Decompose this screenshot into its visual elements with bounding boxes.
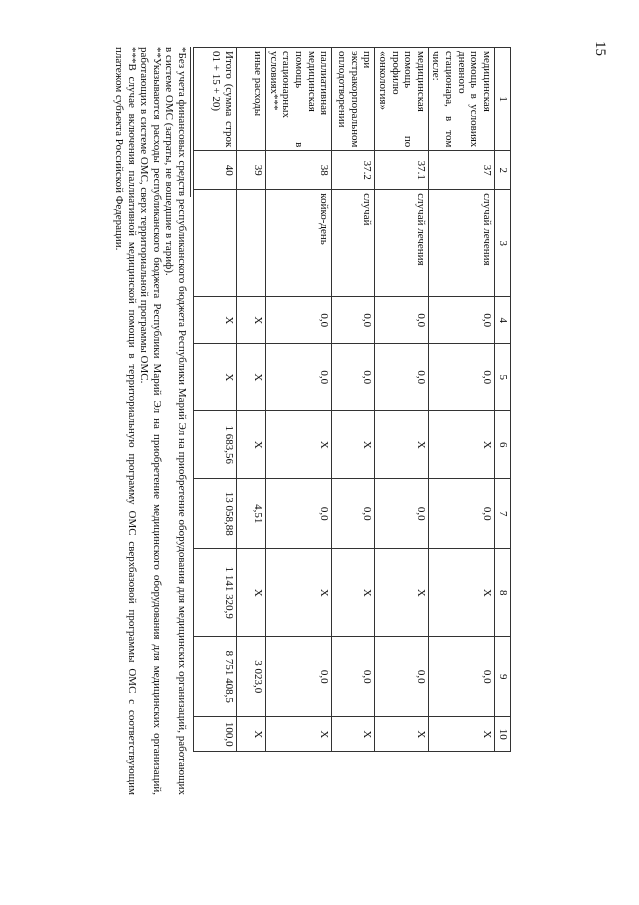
cell-col8: X: [428, 549, 494, 637]
cell-col4: X: [194, 297, 237, 344]
row-name: паллиативная медицинская помощь в стационарных условиях***: [266, 48, 332, 151]
cell-col8: 1 141 320,9: [194, 549, 237, 637]
cell-col6: X: [428, 411, 494, 479]
column-number: 5: [495, 344, 511, 411]
cell-col8: X: [332, 549, 375, 637]
column-number: 6: [495, 411, 511, 479]
row-name: медицинская помощь в условиях дневного стационара, в том числе:: [428, 48, 494, 151]
cell-col7: 0,0: [266, 479, 332, 549]
cell-col10: X: [266, 717, 332, 752]
page-number: 15: [592, 41, 608, 56]
row-name: медицинская помощь по профилю «онкология»: [375, 48, 429, 151]
column-number: 1: [495, 48, 511, 151]
cell-col6: X: [375, 411, 429, 479]
footnotes: [113, 47, 191, 795]
column-number: 10: [495, 717, 511, 752]
row-name: иные расходы: [237, 48, 266, 151]
cell-col5: 0,0: [266, 344, 332, 411]
cell-col7: 4,51: [237, 479, 266, 549]
financial-table: [193, 47, 511, 752]
cell-col10: X: [428, 717, 494, 752]
cell-col10: X: [332, 717, 375, 752]
row-code: 37.1: [375, 151, 429, 190]
cell-col4: X: [237, 297, 266, 344]
cell-col8: X: [375, 549, 429, 637]
row-unit: случай: [332, 190, 375, 297]
cell-col9: 0,0: [332, 637, 375, 717]
cell-col4: 0,0: [375, 297, 429, 344]
cell-col5: 0,0: [428, 344, 494, 411]
row-unit: случай лечения: [375, 190, 429, 297]
cell-col6: 1 683,56: [194, 411, 237, 479]
footnote: **Указываются расходы республиканского бюджета Республики Марий Эл на приобретение медицинского оборудования для медицинских организаций, работающих в системе ОМС, сверх территориальной программы ОМС.: [138, 47, 163, 795]
row-code: 40: [194, 151, 237, 190]
row-code: 37: [428, 151, 494, 190]
cell-col5: X: [237, 344, 266, 411]
column-number: 3: [495, 190, 511, 297]
row-unit: койко-день: [266, 190, 332, 297]
cell-col9: 0,0: [266, 637, 332, 717]
cell-col8: X: [237, 549, 266, 637]
footnote: *Без учета финансовых средств республиканского бюджета Республики Марий Эл на приобретение оборудования для медицинских организаций, работающих в системе ОМС (затраты, не вошедшие в тариф).: [163, 47, 188, 795]
row-unit: [194, 190, 237, 297]
column-number-row: [495, 48, 511, 752]
cell-col10: 100,0: [194, 717, 237, 752]
cell-col9: 0,0: [428, 637, 494, 717]
row-unit: [237, 190, 266, 297]
table-row: [375, 48, 429, 752]
cell-col4: 0,0: [332, 297, 375, 344]
cell-col5: 0,0: [332, 344, 375, 411]
table-row: [237, 48, 266, 752]
cell-col9: 3 023,0: [237, 637, 266, 717]
cell-col7: 0,0: [375, 479, 429, 549]
footnote-divider: [190, 47, 191, 197]
cell-col7: 0,0: [332, 479, 375, 549]
cell-col6: X: [332, 411, 375, 479]
row-name: Итого (сумма строк 01 + 15 + 20): [194, 48, 237, 151]
row-code: 39: [237, 151, 266, 190]
row-code: 38: [266, 151, 332, 190]
cell-col6: X: [237, 411, 266, 479]
cell-col5: X: [194, 344, 237, 411]
column-number: 7: [495, 479, 511, 549]
cell-col10: X: [375, 717, 429, 752]
cell-col6: X: [266, 411, 332, 479]
cell-col7: 13 058,88: [194, 479, 237, 549]
table-row: [332, 48, 375, 752]
column-number: 2: [495, 151, 511, 190]
column-number: 8: [495, 549, 511, 637]
cell-col5: 0,0: [375, 344, 429, 411]
cell-col9: 8 751 408,5: [194, 637, 237, 717]
row-code: 37.2: [332, 151, 375, 190]
cell-col10: X: [237, 717, 266, 752]
cell-col4: 0,0: [266, 297, 332, 344]
cell-col9: 0,0: [375, 637, 429, 717]
row-unit: случай лечения: [428, 190, 494, 297]
column-number: 9: [495, 637, 511, 717]
column-number: 4: [495, 297, 511, 344]
footnote: ***В случае включения паллиативной медицинской помощи в территориальную программу ОМС сверхбазовой программы ОМС с соответствующим платежом субъекта Российской Федерации.: [113, 47, 138, 795]
row-name: при экстракорпоральном оплодотворении: [332, 48, 375, 151]
cell-col7: 0,0: [428, 479, 494, 549]
cell-col8: X: [266, 549, 332, 637]
table-row: [266, 48, 332, 752]
table-row: [428, 48, 494, 752]
cell-col4: 0,0: [428, 297, 494, 344]
table-row-total: [194, 48, 237, 752]
